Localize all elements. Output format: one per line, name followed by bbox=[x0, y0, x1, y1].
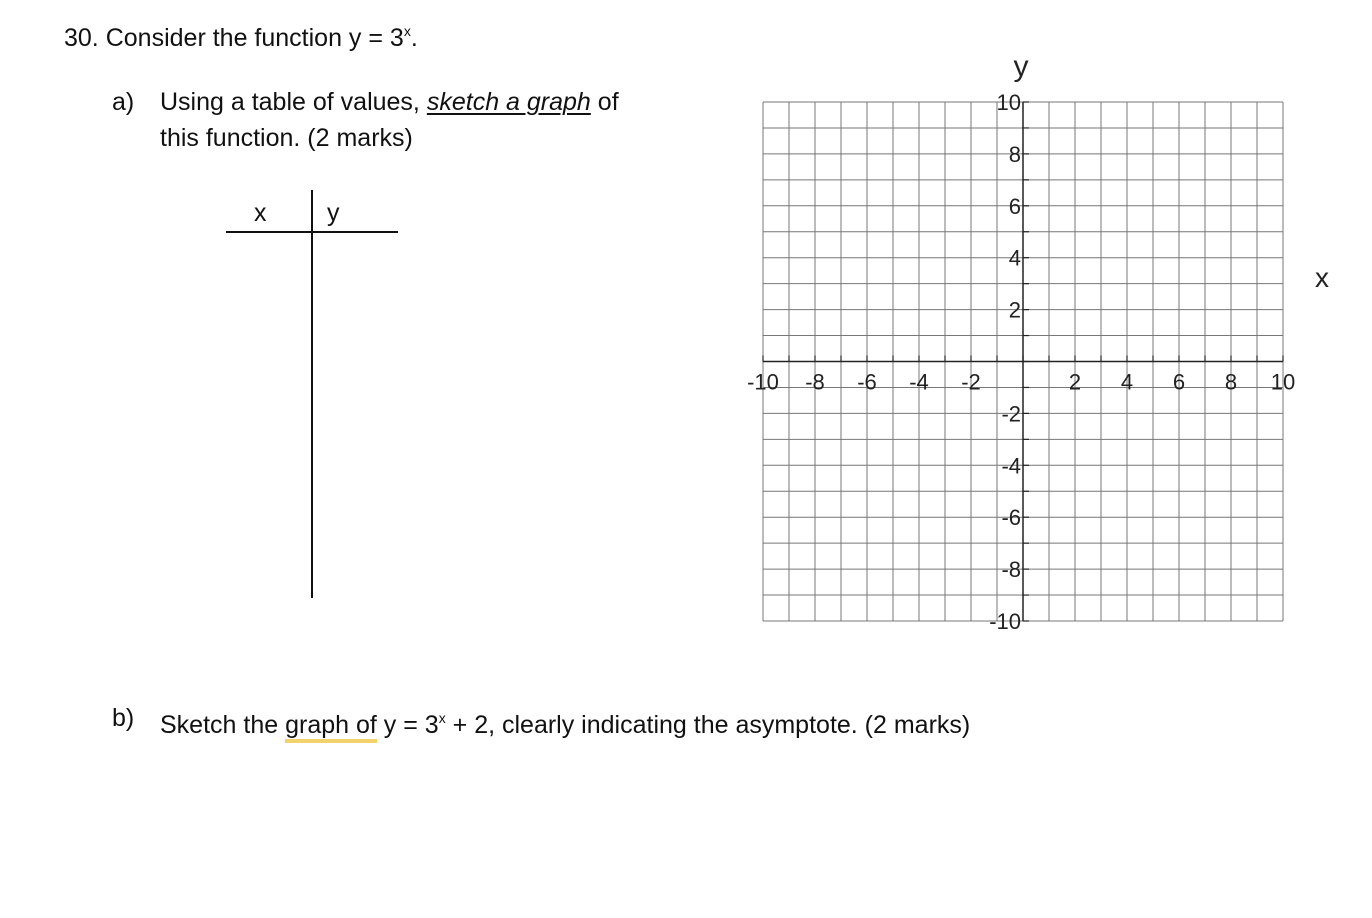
table-y-header: y bbox=[327, 199, 340, 227]
x-tick-label: 10 bbox=[1270, 369, 1296, 395]
part-a-underlined: sketch a graph bbox=[426, 88, 591, 116]
x-tick-label: -2 bbox=[961, 369, 981, 395]
y-tick-label: -8 bbox=[1001, 557, 1021, 583]
y-tick-label: 2 bbox=[1008, 297, 1021, 323]
question-number: 30. bbox=[64, 24, 99, 52]
y-tick-label: 10 bbox=[996, 90, 1021, 115]
x-tick-label: -6 bbox=[857, 369, 877, 395]
y-axis-label: y bbox=[1013, 50, 1029, 83]
x-tick-label: 6 bbox=[1172, 369, 1186, 395]
part-a-label: a) bbox=[112, 88, 135, 116]
question-intro-end: . bbox=[410, 24, 418, 52]
y-tick-label: -4 bbox=[1001, 453, 1021, 479]
question-exponent: x bbox=[403, 23, 411, 39]
y-tick-label: 4 bbox=[1008, 245, 1021, 271]
x-axis-label: x bbox=[1315, 262, 1329, 293]
y-tick-label: 8 bbox=[1008, 141, 1021, 167]
y-tick-label: -6 bbox=[1001, 505, 1021, 531]
part-b-highlighted: graph of bbox=[285, 711, 377, 743]
x-tick-label: -4 bbox=[909, 369, 929, 395]
x-tick-label: 2 bbox=[1068, 369, 1082, 395]
y-tick-label: -2 bbox=[1001, 401, 1021, 427]
x-tick-label: -8 bbox=[805, 369, 825, 395]
part-a-line2: this function. (2 marks) bbox=[160, 124, 413, 152]
x-tick-label: 4 bbox=[1120, 369, 1134, 395]
y-tick-label: -10 bbox=[989, 609, 1021, 634]
part-b-text-after: + 2, clearly indicating the asymptote. (2 marks) bbox=[452, 711, 971, 739]
table-x-header: x bbox=[254, 199, 267, 227]
x-tick-label: -10 bbox=[747, 369, 779, 395]
x-tick-label: 8 bbox=[1224, 369, 1238, 395]
part-b-text-mid: y = 3 bbox=[383, 711, 439, 739]
part-b-line bbox=[160, 703, 970, 740]
question-intro: Consider the function y = 3 bbox=[105, 24, 404, 52]
part-b-label: b) bbox=[112, 704, 135, 732]
part-b-text-before: Sketch the bbox=[160, 711, 279, 739]
y-tick-label: 6 bbox=[1008, 193, 1021, 219]
part-a-text-before: Using a table of values, bbox=[160, 88, 420, 116]
part-b-exponent: x bbox=[438, 710, 446, 726]
part-a-text-after: of bbox=[597, 88, 619, 116]
